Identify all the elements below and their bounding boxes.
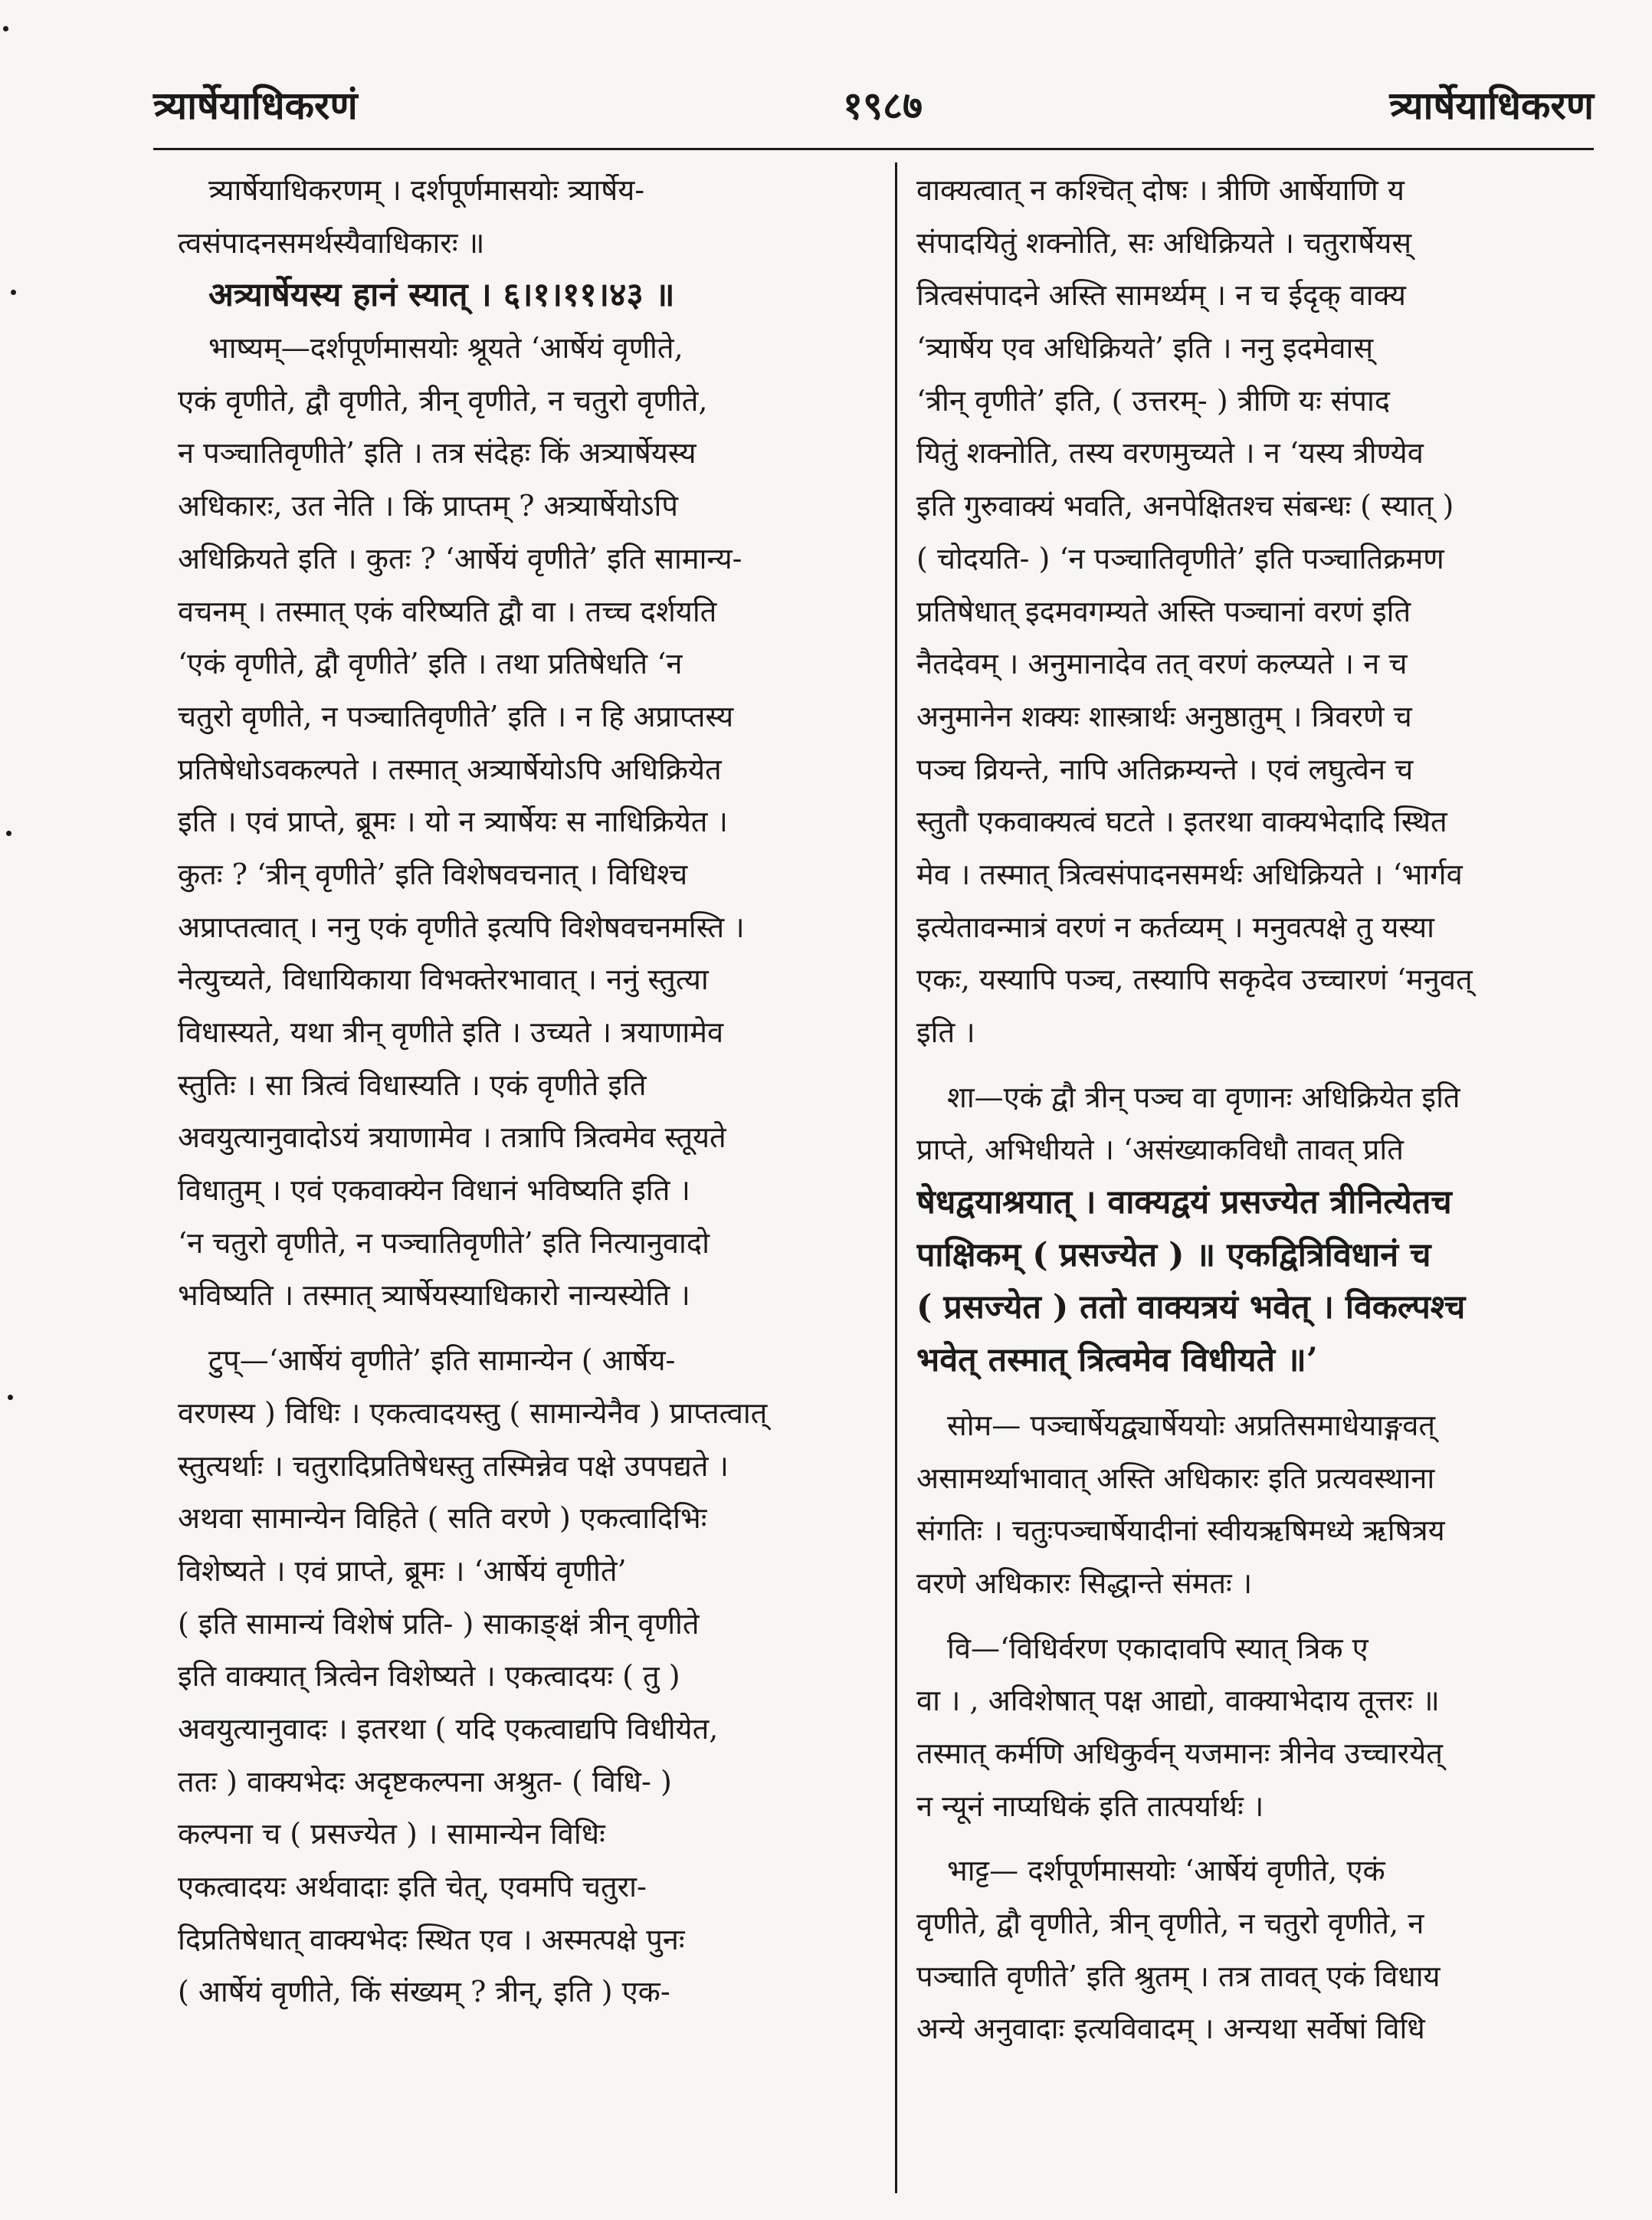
text-line: वरणस्य ) विधिः । एकत्वादयस्तु ( सामान्येनैव ) प्राप्तत्वात् <box>178 1395 768 1430</box>
text-line: पञ्च व्रियन्ते, नापि अतिक्रम्यन्ते । एवं लघुत्वेन च <box>916 752 1414 786</box>
text-line: सोम— पञ्चार्षेयद्व्यार्षेययोः अप्रतिसमाधेयाङ्गवत् <box>947 1408 1435 1442</box>
text-line: प्रतिषेधात् इदमवगम्यते अस्ति पञ्चानां वरणं इति <box>916 594 1411 628</box>
scan-mark <box>3 26 8 31</box>
text-line: अनुमानेन शक्यः शास्त्रार्थः अनुष्ठातुम् । त्रिवरणे च <box>916 699 1412 733</box>
text-line: अन्ये अनुवादाः इत्यविवादम् । अन्यथा सर्वेषां विधि <box>916 2012 1425 2046</box>
verse-line: भवेत् तस्मात् त्रित्वमेव विधीयते ॥’ <box>916 1341 1318 1380</box>
text-line: स्तुतौ एकवाक्यत्वं घटते । इतरथा वाक्यभेदादि स्थित <box>916 805 1447 839</box>
column-divider <box>895 162 897 2193</box>
text-line: इति वाक्यात् त्रित्वेन विशेष्यते । एकत्वादयः ( तु ) <box>178 1659 680 1694</box>
text-line: ‘त्र्यार्षेय एव अधिक्रियते’ इति । ननु इदमेवास् <box>916 331 1374 366</box>
page-header <box>153 71 1594 139</box>
text-line: विधातुम् । एवं एकवाक्येन विधानं भविष्यति इति । <box>178 1173 690 1208</box>
verse-line: पाक्षिकम् ( प्रसज्येत ) ॥ एकद्वित्रिविधानं च <box>916 1235 1431 1274</box>
text-line: ( आर्षेयं वृणीते, किं संख्यम् ? त्रीन्, इति ) एक- <box>178 1975 670 2009</box>
text-line: त्वसंपादनसमर्थस्यैवाधिकारः ॥ <box>178 225 485 260</box>
text-line: अधिक्रियते इति । कुतः ? ‘आर्षेयं वृणीते’ इति सामान्य- <box>178 541 742 575</box>
text-line: कुतः ? ‘त्रीन् वृणीते’ इति विशेषवचनात् । विधिश्च <box>178 857 688 891</box>
verse-line: ( प्रसज्येत ) ततो वाक्यत्रयं भवेत् । विकल्पश्च <box>916 1288 1466 1327</box>
text-line: दिप्रतिषेधात् वाक्यभेदः स्थित एव । अस्मत्पक्षे पुनः <box>178 1922 685 1956</box>
text-line: अधिकारः, उत नेति । किं प्राप्तम् ? अत्र्यार्षेयोऽपि <box>178 489 678 523</box>
text-line: असामर्थ्याभावात् अस्ति अधिकारः इति प्रत्यवस्थाना <box>916 1461 1435 1495</box>
text-line: वृणीते, द्वौ वृणीते, त्रीन् वृणीते, न चतुरो वृणीते, न <box>916 1907 1424 1940</box>
sutra-line: अत्र्यार्षेयस्य हानं स्यात् । ६।१।११।४३ ॥ <box>208 276 675 315</box>
left-column <box>178 164 875 2018</box>
text-line: एकः, यस्यापि पञ्च, तस्यापि सकृदेव उच्चारणं ‘मनुवत् <box>916 962 1473 997</box>
header-rule <box>153 148 1594 150</box>
running-head-right: त्र्यार्षेयाधिकरण <box>1389 83 1594 128</box>
text-line: कल्पना च ( प्रसज्येत ) । सामान्येन विधिः <box>178 1817 605 1851</box>
scan-mark <box>8 1395 13 1400</box>
text-line: स्तुतिः । सा त्रित्वं विधास्यति । एकं वृणीते इति <box>178 1067 647 1102</box>
text-line: इति गुरुवाक्यं भवति, अनपेक्षितश्च संबन्धः ( स्यात् ) <box>916 489 1454 523</box>
text-line: शा—एकं द्वौ त्रीन् पञ्च वा वृणानः अधिक्रियेत इति <box>947 1080 1460 1114</box>
text-line: स्तुत्यर्थाः । चतुरादिप्रतिषेधस्तु तस्मिन्नेव पक्षे उपपद्यते । <box>178 1448 729 1483</box>
text-line: ( इति सामान्यं विशेषं प्रति- ) साकाङ्क्षं त्रीन् वृणीते <box>178 1606 700 1641</box>
text-line: ततः ) वाक्यभेदः अदृष्टकल्पना अश्रुत- ( विधि- ) <box>178 1764 672 1799</box>
text-line: ‘त्रीन् वृणीते’ इति, ( उत्तरम्- ) त्रीणि यः संपाद <box>916 383 1391 418</box>
text-line: अप्राप्तत्वात् । ननु एकं वृणीते इत्यपि विशेषवचनमस्ति । <box>178 910 745 944</box>
text-line: न पञ्चातिवृणीते’ इति । तत्र संदेहः किं अत्र्यार्षेयस्य <box>178 436 697 471</box>
text-line: इत्येतावन्मात्रं वरणं न कर्तव्यम् । मनुवत्पक्षे तु यस्या <box>916 910 1435 944</box>
text-line: त्रित्वसंपादने अस्ति सामर्थ्यम् । न च ईदृक् वाक्य <box>916 278 1406 313</box>
text-line: विधास्यते, यथा त्रीन् वृणीते इति । उच्यते । त्रयाणामेव <box>178 1015 724 1049</box>
text-line: वि—‘विधिर्वरण एकादावपि स्यात् त्रिक ए <box>947 1631 1368 1665</box>
text-line: विशेष्यते । एवं प्राप्ते, ब्रूमः । ‘आर्षेयं वृणीते’ <box>178 1553 627 1588</box>
text-line: अवयुत्यानुवादः । इतरथा ( यदि एकत्वाद्यपि विधीयेत, <box>178 1711 719 1746</box>
text-line: त्र्यार्षेयाधिकरणम् । दर्शपूर्णमासयोः त्र्यार्षेय- <box>208 173 645 207</box>
text-line: तस्मात् कर्मणि अधिकुर्वन् यजमानः त्रीनेव उच्चारयेत् <box>916 1736 1443 1770</box>
text-line: मेव । तस्मात् त्रित्वसंपादनसमर्थः अधिक्रियते । ‘भार्गव <box>916 857 1463 891</box>
text-line: ‘न चतुरो वृणीते, न पञ्चातिवृणीते’ इति नित्यानुवादो <box>178 1225 710 1260</box>
page-number: १९८७ <box>843 83 923 128</box>
text-line: यितुं शक्नोति, तस्य वरणमुच्यते । न ‘यस्य त्रीण्येव <box>916 436 1424 471</box>
text-line: इति । एवं प्राप्ते, ब्रूमः । यो न त्र्यार्षेयः स नाधिक्रियेत । <box>178 805 728 839</box>
text-line: नैतदेवम् । अनुमानादेव तत् वरणं कल्प्यते । न च <box>916 647 1408 681</box>
text-line: भाट्ट— दर्शपूर्णमासयोः ‘आर्षेयं वृणीते, एकं <box>947 1854 1385 1888</box>
text-line: भाष्यम्—दर्शपूर्णमासयोः श्रूयते ‘आर्षेयं वृणीते, <box>208 331 683 366</box>
text-line: चतुरो वृणीते, न पञ्चातिवृणीते’ इति । न हि अप्राप्तस्य <box>178 699 734 733</box>
text-line: संगतिः । चतुःपञ्चार्षेयादीनां स्वीयऋषिमध्ये ऋषित्रय <box>916 1513 1445 1548</box>
text-line: न न्यूनं नाप्यधिकं इति तात्पर्यार्थः । <box>916 1789 1264 1823</box>
text-line: भविष्यति । तस्मात् त्र्यार्षेयस्याधिकारो नान्यस्येति । <box>178 1278 690 1313</box>
text-line: वचनम् । तस्मात् एकं वरिष्यति द्वौ वा । तच्च दर्शयति <box>178 594 717 628</box>
text-line: पञ्चाति वृणीते’ इति श्रुतम् । तत्र तावत् एकं विधाय <box>916 1959 1441 1993</box>
text-line: ‘एकं वृणीते, द्वौ वृणीते’ इति । तथा प्रतिषेधति ‘न <box>178 647 683 681</box>
right-column <box>916 164 1602 2055</box>
text-line: नेत्युच्यते, विधायिकाया विभक्तेरभावात् । ननुं स्तुत्या <box>178 962 709 997</box>
text-line: वाक्यत्वात् न कश्चित् दोषः । त्रीणि आर्षेयाणि य <box>916 173 1405 207</box>
text-line: वरणे अधिकारः सिद्धान्ते संमतः । <box>916 1566 1253 1600</box>
running-head-left: त्र्यार्षेयाधिकरणं <box>153 83 358 128</box>
verse-line: षेधद्वयाश्रयात् । वाक्यद्वयं प्रसज्येत त्रीनित्येतच <box>916 1183 1452 1222</box>
text-line: वा । , अविशेषात् पक्ष आद्यो, वाक्याभेदाय तूत्तरः ॥ <box>916 1684 1440 1718</box>
scan-mark <box>11 290 16 295</box>
text-line: इति । <box>916 1015 975 1049</box>
text-line: संपादयितुं शक्नोति, सः अधिक्रियते । चतुरार्षेयस् <box>916 225 1412 260</box>
text-line: एकं वृणीते, द्वौ वृणीते, त्रीन् वृणीते, न चतुरो वृणीते, <box>178 383 708 418</box>
text-line: एकत्वादयः अर्थवादाः इति चेत्, एवमपि चतुरा- <box>178 1870 647 1904</box>
text-line: प्राप्ते, अभिधीयते । ‘असंख्याकविधौ तावत् प्रति <box>916 1133 1404 1167</box>
text-line: अवयुत्यानुवादोऽयं त्रयाणामेव । तत्रापि त्रित्वमेव स्तूयते <box>178 1120 726 1155</box>
text-line: टुप्—‘आर्षेयं वृणीते’ इति सामान्येन ( आर्षेय- <box>208 1343 676 1378</box>
text-line: प्रतिषेधोऽवकल्पते । तस्मात् अत्र्यार्षेयोऽपि अधिक्रियेत <box>178 752 722 786</box>
text-line: ( चोदयति- ) ‘न पञ्चातिवृणीते’ इति पञ्चातिक्रमण <box>916 541 1444 575</box>
text-line: अथवा सामान्येन विहिते ( सति वरणे ) एकत्वादिभिः <box>178 1501 707 1536</box>
scan-mark <box>6 831 11 836</box>
